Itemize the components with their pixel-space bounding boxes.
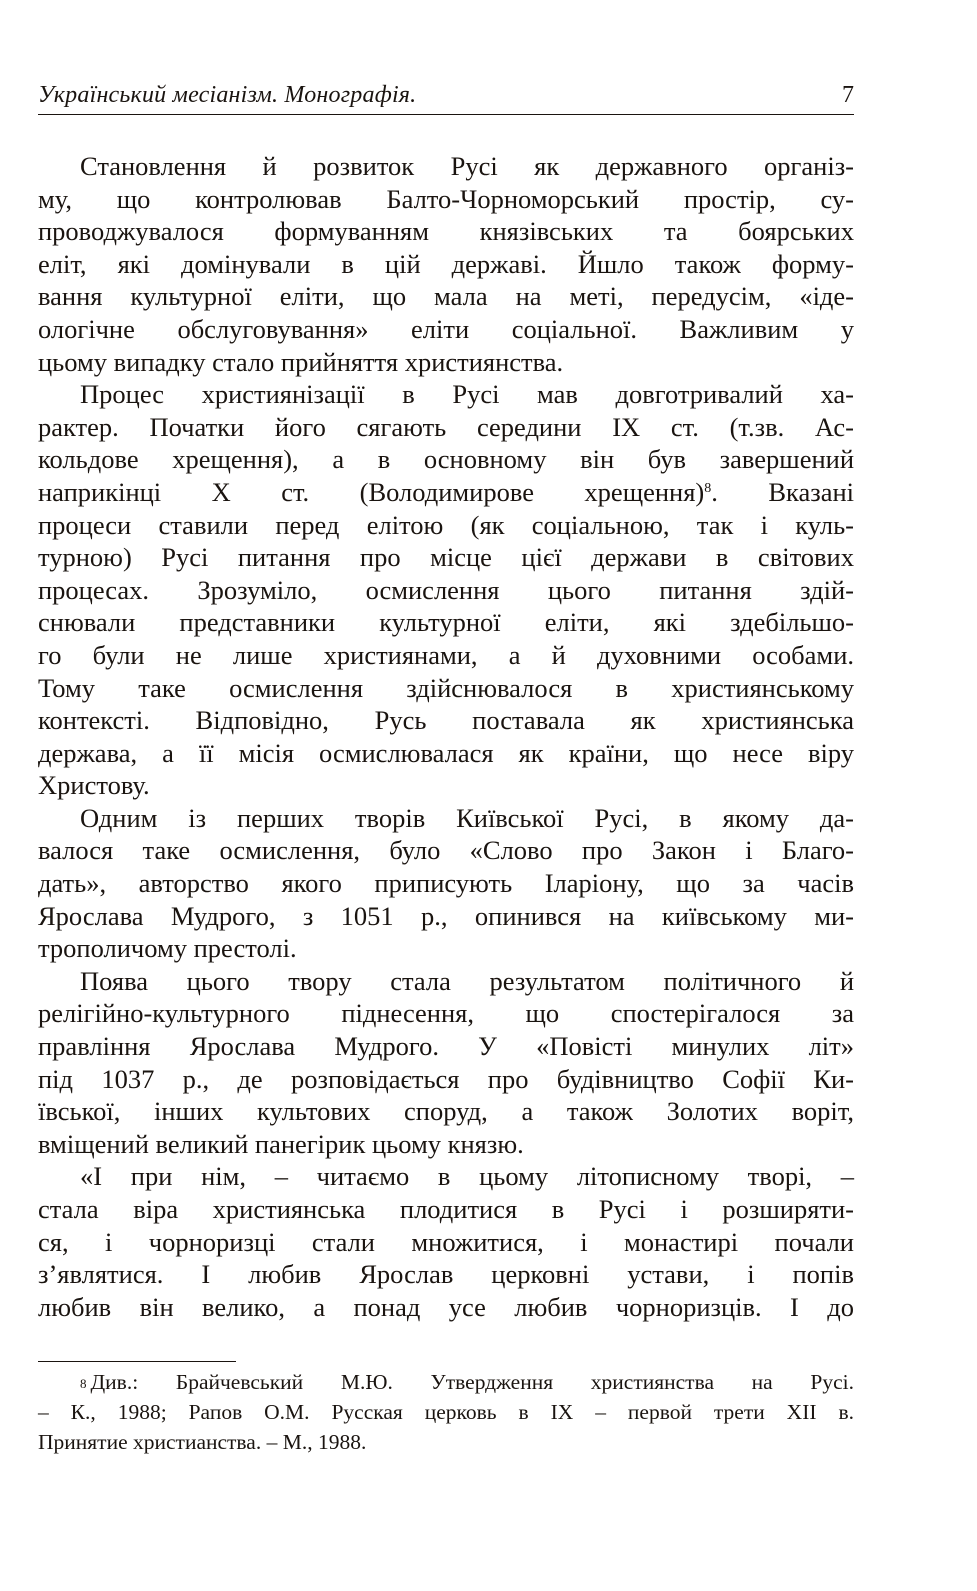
body-text [38,150,854,1323]
book-page [38,0,854,1591]
text-line-end: . Вказані [711,476,855,507]
footnote-reference[interactable]: 8 [704,480,712,496]
text-line: під 1037 р., де розповідається про будівництво Софії Ки- [38,1063,854,1094]
text-line: контексті. Відповідно, Русь поставала як християнська [38,705,854,736]
text-line: ся, і чорноризці стали множитися, і монастирі почали [38,1226,854,1257]
text-line-start: наприкінці X ст. (Володимирове хрещення) [38,476,705,507]
footnote-line [38,1367,854,1397]
text-line: Процес християнізації в Русі мав довготривалий ха- [80,379,854,410]
paragraph-1 [38,150,854,378]
text-line: з’являтися. І любив Ярослав церковні устави, і попів [38,1259,854,1290]
page-number: 7 [842,82,854,108]
text-line: релігійно-культурного піднесення, що спостерігалося за [38,998,854,1029]
footnote-line: – К., 1988; Рапов О.М. Русская церковь в IX – первой трети XII в. [38,1400,854,1424]
text-line: «І при нім, – читаємо в цьому літописному творі, – [80,1161,854,1192]
text-line: процеси ставили перед елітою (як соціальною, так і куль- [38,509,854,540]
text-line-with-footnote [38,476,854,509]
text-line: валося таке осмислення, було «Слово про Закон і Благо- [38,835,854,866]
text-line: проводжувалося формуванням князівських та боярських [38,216,854,247]
text-line: ївської, інших культових споруд, а також Золотих воріт, [38,1096,854,1127]
text-line: стала віра християнська плодитися в Русі і розширяти- [38,1194,854,1224]
paragraph-3 [38,802,854,965]
text-line: снювали представники культурної еліти, які здебільшо- [38,607,854,638]
footnote-line: Принятие христианства. – М., 1988. [38,1430,367,1454]
text-line: еліт, які домінували в цій державі. Йшло також форму- [38,248,854,279]
paragraph-4 [38,965,854,1161]
text-line: Одним із перших творів Київської Русі, в якому да- [80,802,854,833]
text-line: Поява цього твору стала результатом політичного й [80,965,854,996]
header-rule [38,114,854,115]
footnote-text: Див.: Брайчевський М.Ю. Утвердження християнства на Русі. [90,1370,854,1394]
running-title: Український месіанізм. Монографія. [38,82,417,108]
text-line: вання культурної еліти, що мала на меті, передусім, «іде- [38,281,854,312]
text-line: процесах. Зрозуміло, осмислення цього питання здій- [38,574,854,605]
running-header [38,82,854,112]
text-line: Христову. [38,770,150,801]
footnotes [38,1367,854,1457]
paragraph-5 [38,1160,854,1323]
text-line: кольдове хрещення), а в основному він був завершений [38,444,854,475]
text-line: цьому випадку стало прийняття християнства. [38,346,564,377]
paragraph-2 [38,378,854,802]
footnote-mark: 8 [80,1376,87,1391]
text-line: любив він велико, а понад усе любив чорноризців. І до [38,1291,854,1322]
text-line: вміщений великий панегірик цьому князю. [38,1128,524,1159]
text-line: Ярослава Мудрого, з 1051 р., опинився на київському ми- [38,900,854,931]
text-line: му, що контролював Балто-Чорноморський простір, су- [38,183,854,214]
text-line: ологічне обслуговування» еліти соціальної. Важливим у [38,313,854,344]
text-line: держава, а її місія осмислювалася як країни, що несе віру [38,737,854,768]
text-line: Становлення й розвиток Русі як державного організ- [80,151,854,181]
text-line: го були не лише християнами, а й духовними особами. [38,639,854,670]
text-line: турною) Русі питання про місце цієї держави в світових [38,542,854,573]
text-line: Тому таке осмислення здійснювалося в християнському [38,672,854,703]
footnote-separator [38,1361,236,1362]
text-line: дать», авторство якого приписують Іларіону, що за часів [38,868,854,899]
text-line: рактер. Початки його сягають середини IX ст. (т.зв. Ас- [38,411,854,442]
text-line: трополичому престолі. [38,933,297,964]
text-line: правління Ярослава Мудрого. У «Повісті минулих літ» [38,1031,854,1062]
